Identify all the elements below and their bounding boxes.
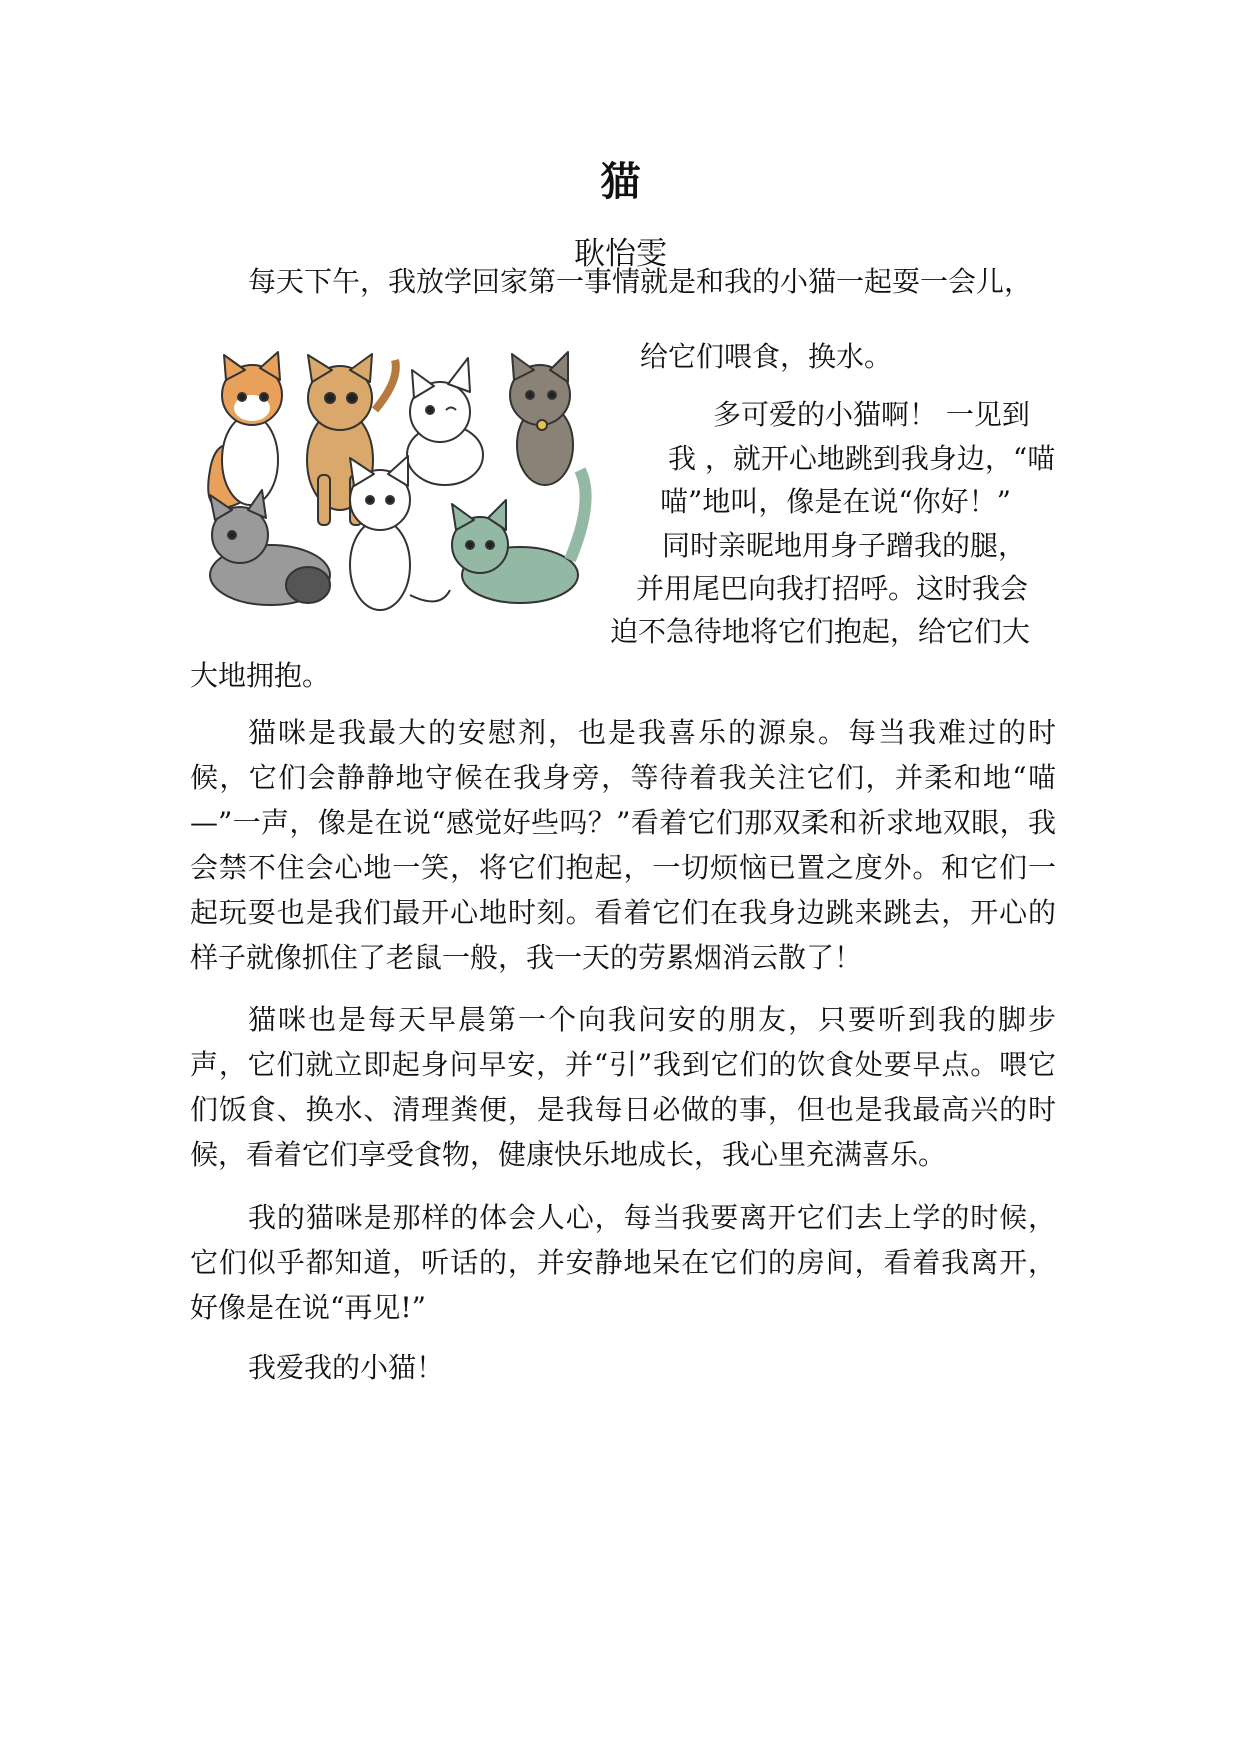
cat-icon — [452, 470, 586, 603]
body-paragraph: 我的猫咪是那样的体会人心，每当我要离开它们去上学的时候，它们似乎都知道，听话的，并安静地呆在它们的房间，看着我离开，好像是在说“再见!” — [190, 1201, 1056, 1324]
cat-icon — [210, 490, 330, 605]
intro-line: 我 ，就开心地跳到我身边，“喵 — [668, 442, 1056, 475]
author-name: 耿怡雯 — [574, 236, 667, 272]
body-paragraph: 猫咪是我最大的安慰剂，也是我喜乐的源泉。每当我难过的时候，它们会静静地守候在我身旁，等待着我关注它们，并柔和地“喵—”一声，像是在说“感觉好些吗？”看着它们那双柔和祈求地双眼，我会禁不住会心地一笑，将它们抱起，一切烦恼已置之度外。和它们一起玩耍也是我们最开心地时刻。看着它们在我身边跳来跳去，开心的样子就像抓住了老鼠一般，我一天的劳累烟消云散了！ — [190, 716, 1056, 974]
intro-line: 大地拥抱。 — [190, 659, 331, 692]
cat-icon — [510, 352, 573, 485]
intro-line: 给它们喂食，换水。 — [640, 340, 893, 373]
cats-illustration-icon — [190, 350, 640, 625]
intro-line: 迫不急待地将它们抱起，给它们大 — [610, 615, 1031, 648]
intro-line: 同时亲昵地用身子蹭我的腿， — [662, 529, 1027, 562]
body-paragraph: 猫咪也是每天早晨第一个向我问安的朋友，只要听到我的脚步声，它们就立即起身问早安，并“引”我到它们的饮食处要早点。喂它们饭食、换水、清理粪便，是我每日必做的事，但也是我最高兴的时候，看着它们享受食物，健康快乐地成长，我心里充满喜乐。 — [190, 1003, 1056, 1171]
body-paragraph: 我爱我的小猫！ — [248, 1351, 445, 1384]
cat-icon — [208, 352, 282, 508]
intro-line: 并用尾巴向我打招呼。这时我会 — [636, 572, 1029, 605]
page-title: 猫 — [600, 158, 641, 205]
cat-icon — [407, 358, 483, 485]
intro-line: 每天下午，我放学回家第一事情就是和我的小猫一起耍一会儿， — [248, 265, 1033, 298]
intro-line: 多可爱的小猫啊！ 一见到 — [713, 398, 1030, 431]
intro-line: 喵”地叫，像是在说“你好！” — [660, 485, 1011, 518]
